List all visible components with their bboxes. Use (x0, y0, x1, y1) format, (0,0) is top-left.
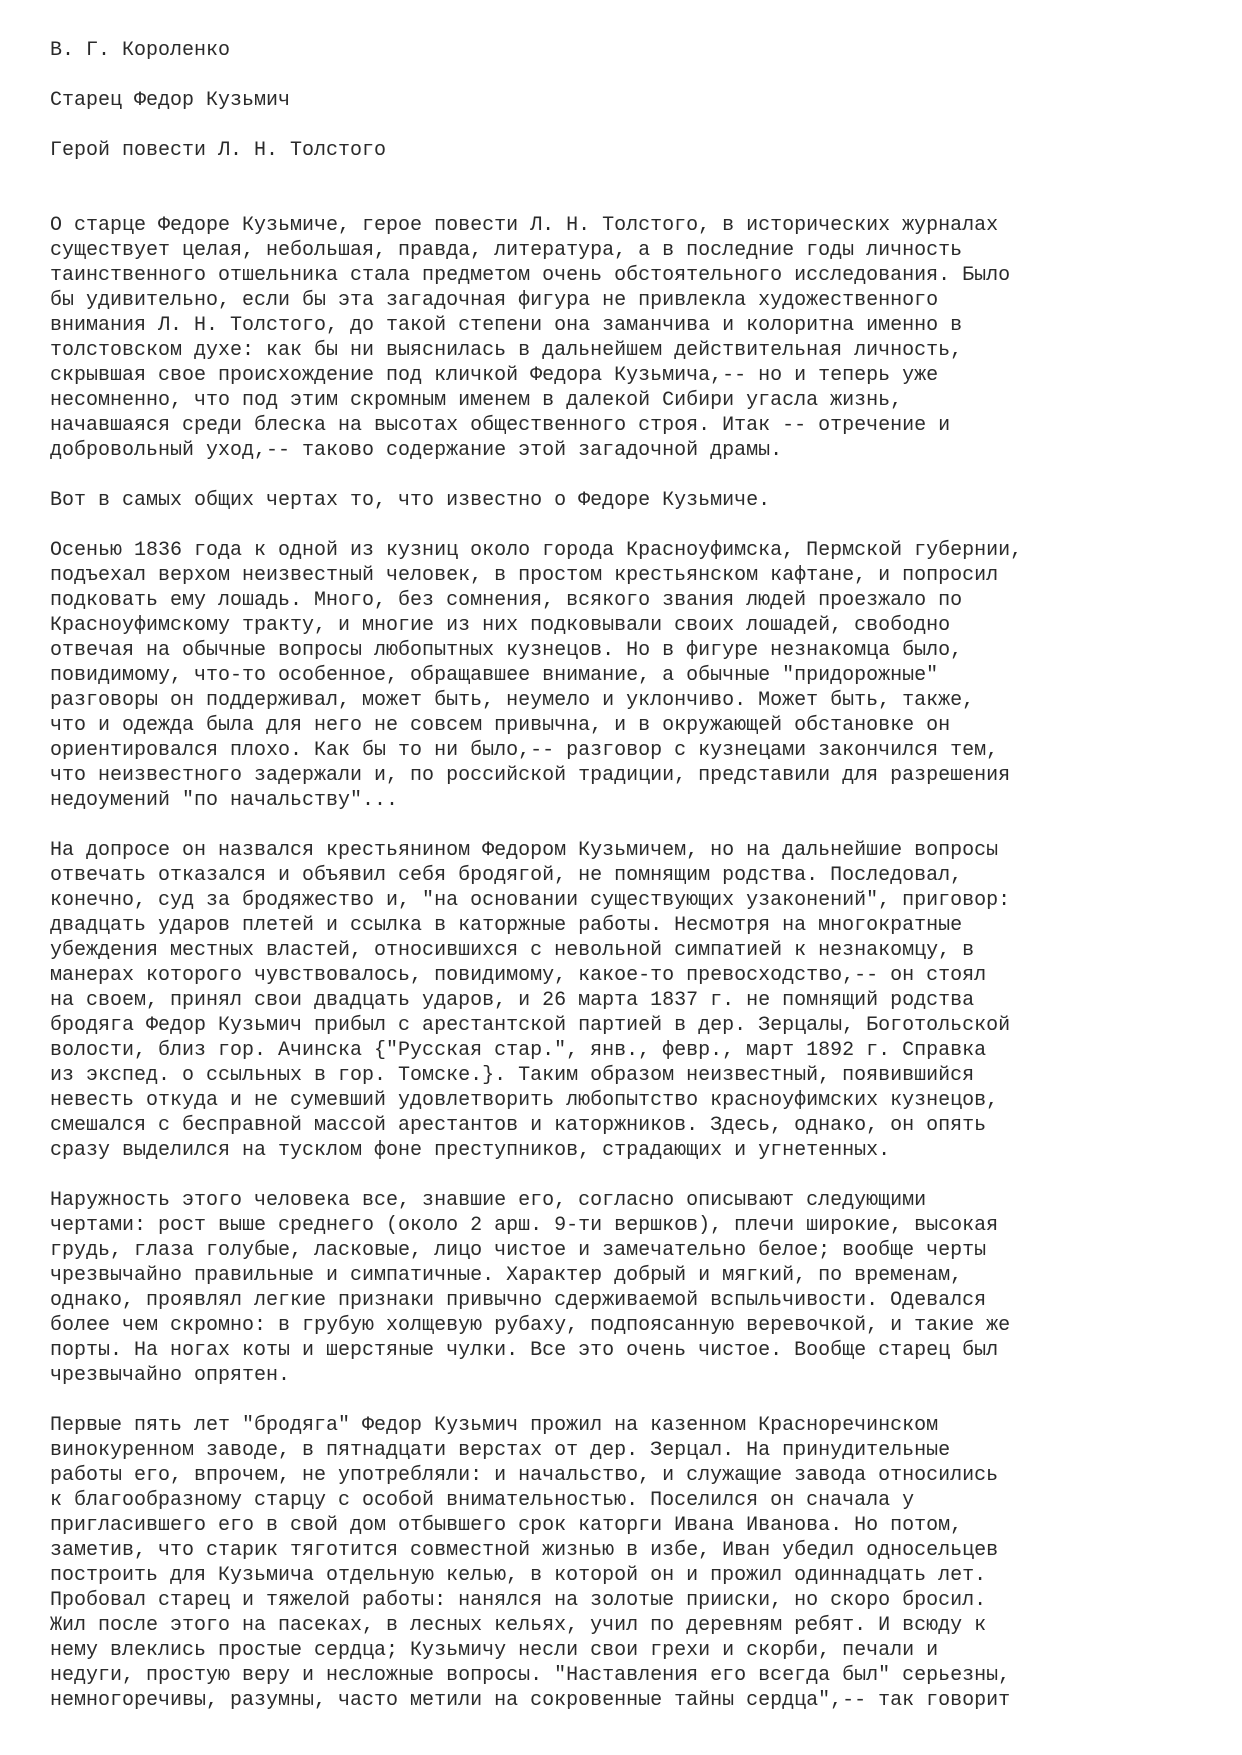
text-line: чрезвычайно правильные и симпатичные. Характер добрый и мягкий, по временам, (50, 1264, 963, 1287)
paragraph (50, 488, 1200, 513)
text-line: грудь, глаза голубые, ласковые, лицо чистое и замечательно белое; вообще черты (50, 1239, 987, 1262)
text-line: построить для Кузьмича отдельную келью, в которой он и прожил одиннадцать лет. (50, 1564, 987, 1587)
text-line: недоумений "по начальству"... (50, 789, 399, 812)
text-line: скрывшая свое происхождение под кличкой Федора Кузьмича,-- но и теперь уже (50, 364, 939, 387)
paragraph (50, 538, 1200, 813)
text-line: разговоры он поддерживал, может быть, неумело и уклончиво. Может быть, также, (50, 689, 975, 712)
text-line: чертами: рост выше среднего (около 2 арш. 9-ти вершков), плечи широкие, высокая (50, 1214, 999, 1237)
text-line: порты. На ногах коты и шерстяные чулки. Все это очень чистое. Вообще старец был (50, 1339, 999, 1362)
text-line: пригласившего его в свой дом отбывшего срок каторги Ивана Иванова. Но потом, (50, 1514, 963, 1537)
text-line: смешался с бесправной массой арестантов и каторжников. Здесь, однако, он опять (50, 1114, 987, 1137)
spacer (50, 188, 1200, 213)
text-line: нему влеклись простые сердца; Кузьмичу несли свои грехи и скорби, печали и (50, 1639, 939, 1662)
title-line: Старец Федор Кузьмич (50, 89, 291, 112)
document-page (50, 38, 1200, 1738)
text-line: добровольный уход,-- таково содержание этой загадочной драмы. (50, 439, 783, 462)
text-line: манерах которого чувствовалось, повидимому, какое-то превосходство,-- он стоял (50, 964, 987, 987)
text-line: чрезвычайно опрятен. (50, 1364, 291, 1387)
text-line: внимания Л. Н. Толстого, до такой степени она заманчива и колоритна именно в (50, 314, 963, 337)
text-line: убеждения местных властей, относившихся с невольной симпатией к незнакомцу, в (50, 939, 975, 962)
text-line: Пробовал старец и тяжелой работы: нанялся на золотые прииски, но скоро бросил. (50, 1589, 987, 1612)
text-line: На допросе он назвался крестьянином Федором Кузьмичем, но на дальнейшие вопросы (50, 839, 999, 862)
text-line: невесть откуда и не сумевший удовлетворить любопытство красноуфимских кузнецов, (50, 1089, 999, 1112)
text-line: О старце Федоре Кузьмиче, герое повести Л. Н. Толстого, в исторических журналах (50, 214, 999, 237)
paragraph (50, 213, 1200, 463)
text-line: к благообразному старцу с особой внимательностью. Поселился он сначала у (50, 1489, 915, 1512)
subtitle-line: Герой повести Л. Н. Толстого (50, 139, 387, 162)
text-line: Осенью 1836 года к одной из кузниц около города Красноуфимска, Пермской губернии, (50, 539, 1023, 562)
paragraph (50, 1188, 1200, 1388)
text-line: подъехал верхом неизвестный человек, в простом крестьянском кафтане, и попросил (50, 564, 999, 587)
text-line: существует целая, небольшая, правда, литература, а в последние годы личность (50, 239, 963, 262)
text-line: конечно, суд за бродяжество и, "на основании существующих узаконений", приговор: (50, 889, 1011, 912)
document-header (50, 38, 1200, 163)
text-line: недуги, простую веру и несложные вопросы. "Наставления его всегда был" серьезны, (50, 1664, 1011, 1687)
author-line: В. Г. Короленко (50, 39, 231, 62)
text-line: бродяга Федор Кузьмич прибыл с арестантской партией в дер. Зерцалы, Боготольской (50, 1014, 1011, 1037)
text-line: таинственного отшельника стала предметом очень обстоятельного исследования. Было (50, 264, 1011, 287)
text-line: однако, проявлял легкие признаки привычно сдерживаемой вспыльчивости. Одевался (50, 1289, 987, 1312)
text-line: сразу выделился на тусклом фоне преступников, страдающих и угнетенных. (50, 1139, 891, 1162)
text-line: Красноуфимскому тракту, и многие из них подковывали своих лошадей, свободно (50, 614, 951, 637)
text-line: бы удивительно, если бы эта загадочная фигура не привлекла художественного (50, 289, 939, 312)
text-line: двадцать ударов плетей и ссылка в каторжные работы. Несмотря на многократные (50, 914, 963, 937)
text-line: толстовском духе: как бы ни выяснилась в дальнейшем действительная личность, (50, 339, 963, 362)
text-line: из экспед. о ссыльных в гор. Томске.}. Таким образом неизвестный, появившийся (50, 1064, 975, 1087)
text-line: более чем скромно: в грубую холщевую рубаху, подпоясанную веревочкой, и такие же (50, 1314, 1011, 1337)
text-line: работы его, впрочем, не употребляли: и начальство, и служащие завода относились (50, 1464, 999, 1487)
text-line: отвечая на обычные вопросы любопытных кузнецов. Но в фигуре незнакомца было, (50, 639, 963, 662)
paragraph (50, 838, 1200, 1163)
text-line: несомненно, что под этим скромным именем в далекой Сибири угасла жизнь, (50, 389, 903, 412)
text-line: отвечать отказался и объявил себя бродягой, не помнящим родства. Последовал, (50, 864, 963, 887)
text-line: подковать ему лошадь. Много, без сомнения, всякого звания людей проезжало по (50, 589, 963, 612)
text-line: Жил после этого на пасеках, в лесных кельях, учил по деревням ребят. И всюду к (50, 1614, 987, 1637)
text-line: Вот в самых общих чертах то, что известно о Федоре Кузьмиче. (50, 489, 771, 512)
text-line: винокуренном заводе, в пятнадцати верстах от дер. Зерцал. На принудительные (50, 1439, 951, 1462)
text-line: заметив, что старик тяготится совместной жизнью в избе, Иван убедил односельцев (50, 1539, 999, 1562)
text-line: ориентировался плохо. Как бы то ни было,-- разговор с кузнецами закончился тем, (50, 739, 999, 762)
text-line: Первые пять лет "бродяга" Федор Кузьмич прожил на казенном Красноречинском (50, 1414, 939, 1437)
text-line: повидимому, что-то особенное, обращавшее внимание, а обычные "придорожные" (50, 664, 939, 687)
text-line: что неизвестного задержали и, по российской традиции, представили для разрешения (50, 764, 1011, 787)
text-line: на своем, принял свои двадцать ударов, и 26 марта 1837 г. не помнящий родства (50, 989, 975, 1012)
document-body (50, 213, 1200, 1713)
text-line: Наружность этого человека все, знавшие его, согласно описывают следующими (50, 1189, 927, 1212)
paragraph (50, 1413, 1200, 1713)
text-line: волости, близ гор. Ачинска {"Русская стар.", янв., февр., март 1892 г. Справка (50, 1039, 987, 1062)
text-line: начавшаяся среди блеска на высотах общественного строя. Итак -- отречение и (50, 414, 951, 437)
text-line: немногоречивы, разумны, часто метили на сокровенные тайны сердца",-- так говорит (50, 1689, 1011, 1712)
text-line: что и одежда была для него не совсем привычна, и в окружающей обстановке он (50, 714, 951, 737)
